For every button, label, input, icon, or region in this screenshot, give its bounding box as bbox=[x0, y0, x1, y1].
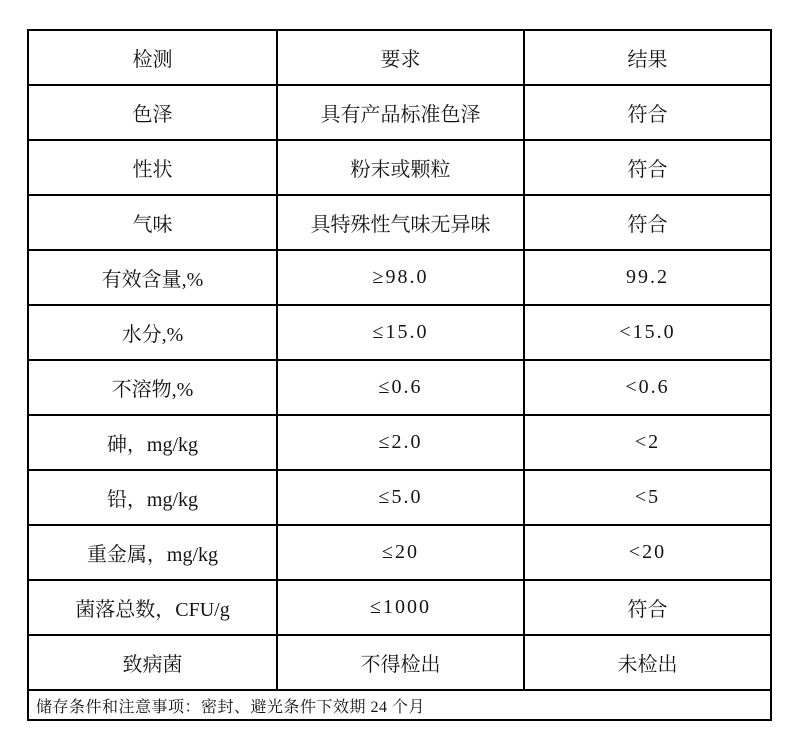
col-header-test: 检测 bbox=[28, 30, 277, 85]
item-cell: 水分,% bbox=[28, 305, 277, 360]
result-cell: <2 bbox=[524, 415, 771, 470]
item-cell: 砷，mg/kg bbox=[28, 415, 277, 470]
result-cell: 符合 bbox=[524, 140, 771, 195]
result-cell: 99.2 bbox=[524, 250, 771, 305]
item-cell: 性状 bbox=[28, 140, 277, 195]
requirement-cell: 不得检出 bbox=[277, 635, 524, 690]
result-cell: <20 bbox=[524, 525, 771, 580]
result-cell: 未检出 bbox=[524, 635, 771, 690]
table-row bbox=[28, 140, 771, 195]
col-header-requirement: 要求 bbox=[277, 30, 524, 85]
result-cell: <0.6 bbox=[524, 360, 771, 415]
table-row bbox=[28, 85, 771, 140]
table-row bbox=[28, 470, 771, 525]
item-cell: 不溶物,% bbox=[28, 360, 277, 415]
item-cell: 色泽 bbox=[28, 85, 277, 140]
table-row bbox=[28, 360, 771, 415]
requirement-cell: ≥98.0 bbox=[277, 250, 524, 305]
item-cell: 有效含量,% bbox=[28, 250, 277, 305]
requirement-cell: ≤0.6 bbox=[277, 360, 524, 415]
table-row bbox=[28, 580, 771, 635]
table-row bbox=[28, 305, 771, 360]
requirement-cell: ≤2.0 bbox=[277, 415, 524, 470]
requirement-cell: 具有产品标准色泽 bbox=[277, 85, 524, 140]
storage-note: 储存条件和注意事项：密封、避光条件下效期 24 个月 bbox=[28, 690, 771, 720]
result-cell: 符合 bbox=[524, 580, 771, 635]
requirement-cell: ≤20 bbox=[277, 525, 524, 580]
item-cell: 致病菌 bbox=[28, 635, 277, 690]
requirement-cell: ≤15.0 bbox=[277, 305, 524, 360]
col-header-result: 结果 bbox=[524, 30, 771, 85]
result-cell: <15.0 bbox=[524, 305, 771, 360]
inspection-table bbox=[27, 29, 772, 721]
result-cell: 符合 bbox=[524, 85, 771, 140]
table-row bbox=[28, 525, 771, 580]
requirement-cell: ≤5.0 bbox=[277, 470, 524, 525]
item-cell: 菌落总数，CFU/g bbox=[28, 580, 277, 635]
table-row bbox=[28, 635, 771, 690]
requirement-cell: ≤1000 bbox=[277, 580, 524, 635]
item-cell: 铅，mg/kg bbox=[28, 470, 277, 525]
table-row bbox=[28, 250, 771, 305]
table-row bbox=[28, 415, 771, 470]
table-row bbox=[28, 195, 771, 250]
requirement-cell: 具特殊性气味无异味 bbox=[277, 195, 524, 250]
requirement-cell: 粉末或颗粒 bbox=[277, 140, 524, 195]
header-row bbox=[28, 30, 771, 85]
item-cell: 重金属，mg/kg bbox=[28, 525, 277, 580]
result-cell: <5 bbox=[524, 470, 771, 525]
item-cell: 气味 bbox=[28, 195, 277, 250]
result-cell: 符合 bbox=[524, 195, 771, 250]
footer-row bbox=[28, 690, 771, 720]
